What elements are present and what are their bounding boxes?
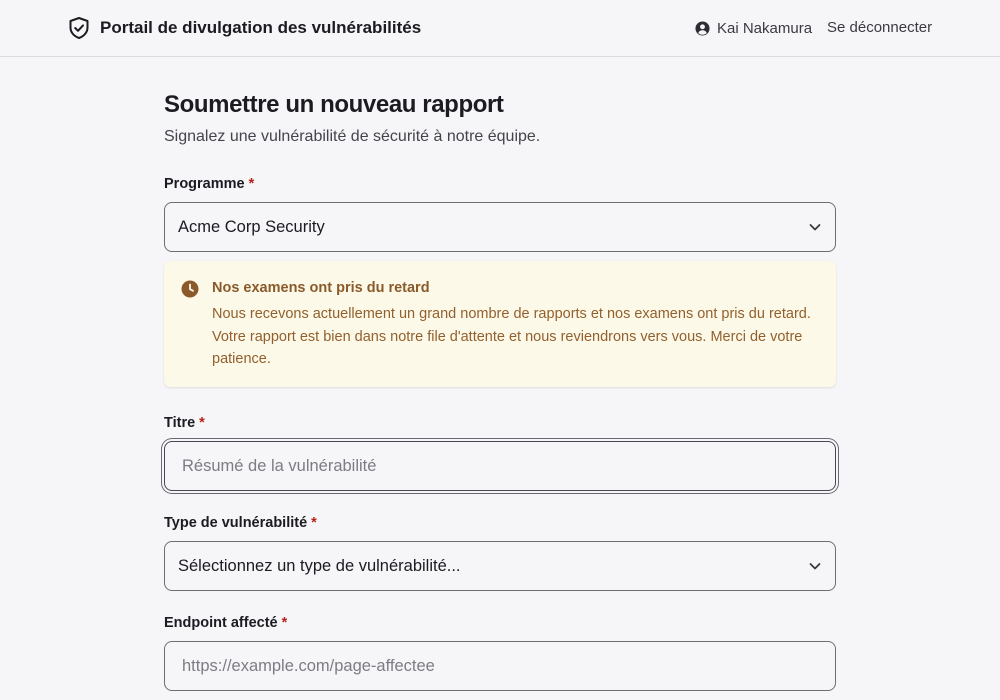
report-form (164, 88, 836, 675)
vuln-type-select[interactable] (164, 541, 836, 591)
program-select[interactable] (164, 202, 836, 252)
logout-link[interactable]: Se déconnecter (827, 19, 933, 36)
brand[interactable] (68, 16, 421, 40)
notice-content (212, 279, 822, 387)
page-subtitle: Signalez une vulnérabilité de sécurité à notre équipe. (164, 128, 541, 145)
title-label-text: Titre (164, 415, 196, 431)
program-label (164, 174, 836, 194)
user-circle-icon (695, 21, 710, 36)
endpoint-field (164, 613, 836, 691)
title-field (164, 413, 836, 491)
vuln-type-select-value: Sélectionnez un type de vulnérabilité... (178, 556, 461, 575)
required-mark: * (311, 515, 317, 531)
required-mark: * (248, 176, 255, 192)
user-menu[interactable] (695, 17, 812, 39)
endpoint-input[interactable] (164, 641, 836, 691)
endpoint-input-placeholder: https://example.com/page-affectee (182, 656, 435, 675)
clock-icon (181, 280, 199, 298)
program-label-text: Programme (164, 176, 245, 192)
vuln-type-field (164, 513, 836, 591)
title-input[interactable] (164, 441, 836, 491)
page-title: Soumettre un nouveau rapport (164, 91, 504, 118)
chevron-down-icon (807, 558, 823, 574)
required-mark: * (199, 415, 205, 431)
notice-title: Nos examens ont pris du retard (212, 280, 430, 296)
notice-body: Nous recevons actuellement un grand nombre de rapports et nos examens ont pris du retard. Votre rapport est bien dans notre file d'attente et nous reviendrons vers vous. Merci de votre patience. (212, 306, 811, 367)
chevron-down-icon (807, 219, 823, 235)
vuln-type-label-text: Type de vulnérabilité (164, 515, 308, 531)
vuln-type-label (164, 513, 836, 533)
top-bar (0, 0, 1000, 57)
title-label (164, 413, 836, 433)
required-mark: * (281, 615, 288, 631)
title-input-placeholder: Résumé de la vulnérabilité (182, 456, 377, 475)
delay-notice (164, 261, 836, 387)
user-name: Kai Nakamura (717, 19, 813, 37)
endpoint-label (164, 613, 836, 633)
shield-check-icon (68, 16, 90, 40)
program-field (164, 174, 836, 252)
endpoint-label-text: Endpoint affecté (164, 615, 278, 631)
app-title: Portail de divulgation des vulnérabilités (100, 18, 422, 37)
program-select-value: Acme Corp Security (178, 217, 325, 236)
